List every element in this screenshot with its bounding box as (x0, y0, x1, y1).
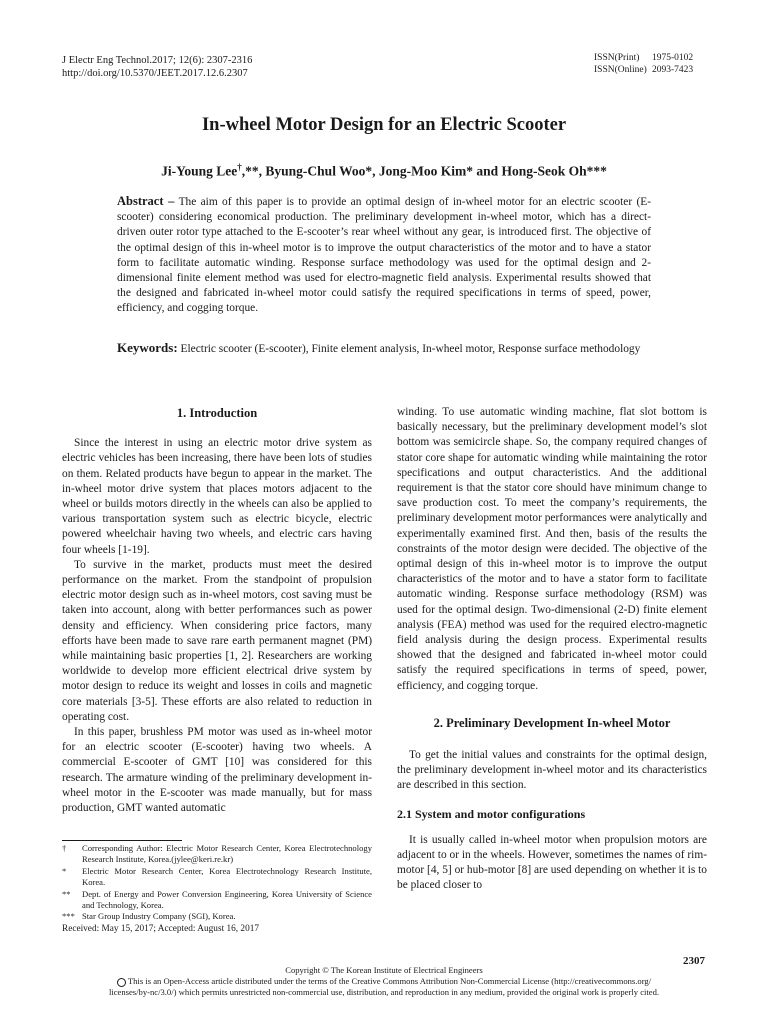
intro-paragraph-4: winding. To use automatic winding machine, flat slot bottom is basically necessary, but the preliminary development model’s slot bottom was semicircle shape. So, the company required changes of stator core shape for automatic winding while maintaining the rotor specifications and output characteristics. And the additional requirement is that the stator core should have minimum change to save production cost. To meet the company’s requirements, the preliminary development motor performances were analytically and experimentally examined first. And then, basis of the results the constraints of the motor design were decided. The objective of the optimal design of this in-wheel motor is to improve the output characteristics of the motor and to have a stator form to facilitate automatic winding. Response surface methodology (RSM) was used for the optimal design. Two-dimensional (2-D) finite element analysis (FEA) method was used for the required electro-magnetic field analysis during the design process. Experimental results showed that the designed and fabricated in-wheel motor could satisfy the required specifications in terms of speed, power, efficiency, and cogging torque. (397, 406, 707, 692)
footnotes (62, 843, 372, 935)
abstract-label: Abstract – (117, 194, 175, 208)
page-number: 2307 (683, 955, 705, 967)
section-1-heading: 1. Introduction (176, 406, 258, 420)
journal-header (62, 54, 252, 80)
abstract (117, 194, 651, 317)
issn-online-label: ISSN(Online) (594, 65, 647, 75)
right-column (397, 405, 707, 894)
paper-title: In-wheel Motor Design for an Electric Scooter (201, 115, 567, 135)
doi-link[interactable]: http://doi.org/10.5370/JEET.2017.12.6.2307 (62, 68, 248, 79)
intro-paragraph-1: Since the interest in using an electric motor drive system as electric vehicles has been increasing, there have been lots of studies on them. Related products have begun to appear in the market. The in-wheel motor drive system that places motors adjacent to the wheel or builds motors directly in the wheels can also be applied to various transportation system such as electric bicycle, electric powered wheelchair having two wheels, and electric cars having four wheels [1-19]. (62, 437, 372, 556)
journal-citation: J Electr Eng Technol.2017; 12(6): 2307-2316 (62, 55, 253, 66)
copyright-notice (0, 965, 768, 998)
license-line-1: This is an Open-Access article distributed under the terms of the Creative Commons Attribution Non-Commercial License (http://creativecommons.org/ (127, 976, 652, 986)
issn-print: 1975-0102 (652, 53, 694, 63)
section-2-paragraph-2: It is usually called in-wheel motor when propulsion motors are adjacent to or in the wheels. However, sometimes the names of rim-motor [4, 5] or hub-motor [8] are used depending on whether it is to be placed closer to (397, 833, 708, 892)
abstract-text: The aim of this paper is to provide an optimal design of in-wheel motor for an electric scooter (E-scooter) considering economical production. The preliminary development in-wheel motor, which has a direct-driven outer rotor type attached to the E-scooter’s rear wheel without any gear, is introduced first. The objective of the optimal design of this in-wheel motor is to improve the output characteristics of the motor and to have a stator form to facilitate automatic winding. Response surface methodology was used for the optimal design and 2-dimensional finite element method was used for electro-magnetic field analysis. Experimental results showed that the designed and fabricated in-wheel motor could satisfy the required specifications in terms of speed, power, efficiency, and cogging torque. (117, 196, 652, 315)
other-authors: ,**, Byung-Chul Woo*, Jong-Moo Kim* and Hong-Seok Oh*** (241, 163, 607, 179)
author-list (0, 162, 768, 180)
corresponding-mark: † (237, 162, 242, 172)
first-author: Ji-Young Lee (161, 163, 238, 179)
intro-paragraph-2: To survive in the market, products must meet the desired performance on the market. From the standpoint of propulsion electric motor design such as in-wheel motors, cost saving must be taken into account, along with better performances such as power density and efficiency. When considering price factors, many efforts have been made to save rare earth permanent magnet (PM) while maintaining basic properties [1, 2]. Researchers are working worldwide to develop more efficient electrical drive system by motor design to reduce its weight and losses in coils and magnetic core materials [3-5]. These efforts are also related to reduction in operating cost. (62, 558, 372, 723)
copyright-line: Copyright © The Korean Institute of Electrical Engineers (285, 965, 483, 975)
left-column (62, 406, 372, 816)
footnote-item: *** Star Group Industry Company (SGI), Korea. (62, 911, 236, 922)
issn-block (594, 52, 693, 76)
subsection-2-1-heading: 2.1 System and motor configurations (397, 806, 586, 821)
license-line-2: licenses/by-nc/3.0/) which permits unrestricted non-commercial use, distribution, and reproduction in any medium, provided the original work is properly cited. (108, 987, 660, 997)
footnote-item: ** Dept. of Energy and Power Conversion Engineering, Korea University of Science and Technology, Korea. (62, 888, 372, 911)
keywords-label: Keywords (117, 340, 174, 355)
keywords: Keywords: Electric scooter (E-scooter), Finite element analysis, In-wheel motor, Response surface methodology (117, 340, 641, 355)
creative-commons-icon (117, 978, 126, 987)
footnote-item: * Electric Motor Research Center, Korea Electrotechnology Research Institute, Korea. (62, 865, 372, 888)
intro-paragraph-3: In this paper, brushless PM motor was used as in-wheel motor for an electric scooter (E-scooter) having two wheels. A commercial E-scooter of GMT [10] was considered for this research. The armature winding of the preliminary development in-wheel motor in the E-scooter was made manually, but for mass production, GMT wanted automatic (62, 726, 372, 815)
footnote-item: † Corresponding Author: Electric Motor Research Center, Korea Electrotechnology Research Institute, Korea.(jylee@keri.re.kr) (62, 843, 372, 865)
keywords-text: Electric scooter (E-scooter), Finite element analysis, In-wheel motor, Response surface methodology (180, 343, 641, 355)
section-2-paragraph-1: To get the initial values and constraints for the optimal design, the preliminary development in-wheel motor and its characteristics are described in this section. (397, 749, 707, 792)
issn-online: 2093-7423 (652, 65, 694, 75)
issn-print-label: ISSN(Print) (594, 53, 640, 63)
section-2-heading: 2. Preliminary Development In-wheel Motor (433, 715, 671, 730)
footnote-divider (62, 840, 182, 841)
received-dates: Received: May 15, 2017; Accepted: August 16, 2017 (62, 923, 260, 934)
